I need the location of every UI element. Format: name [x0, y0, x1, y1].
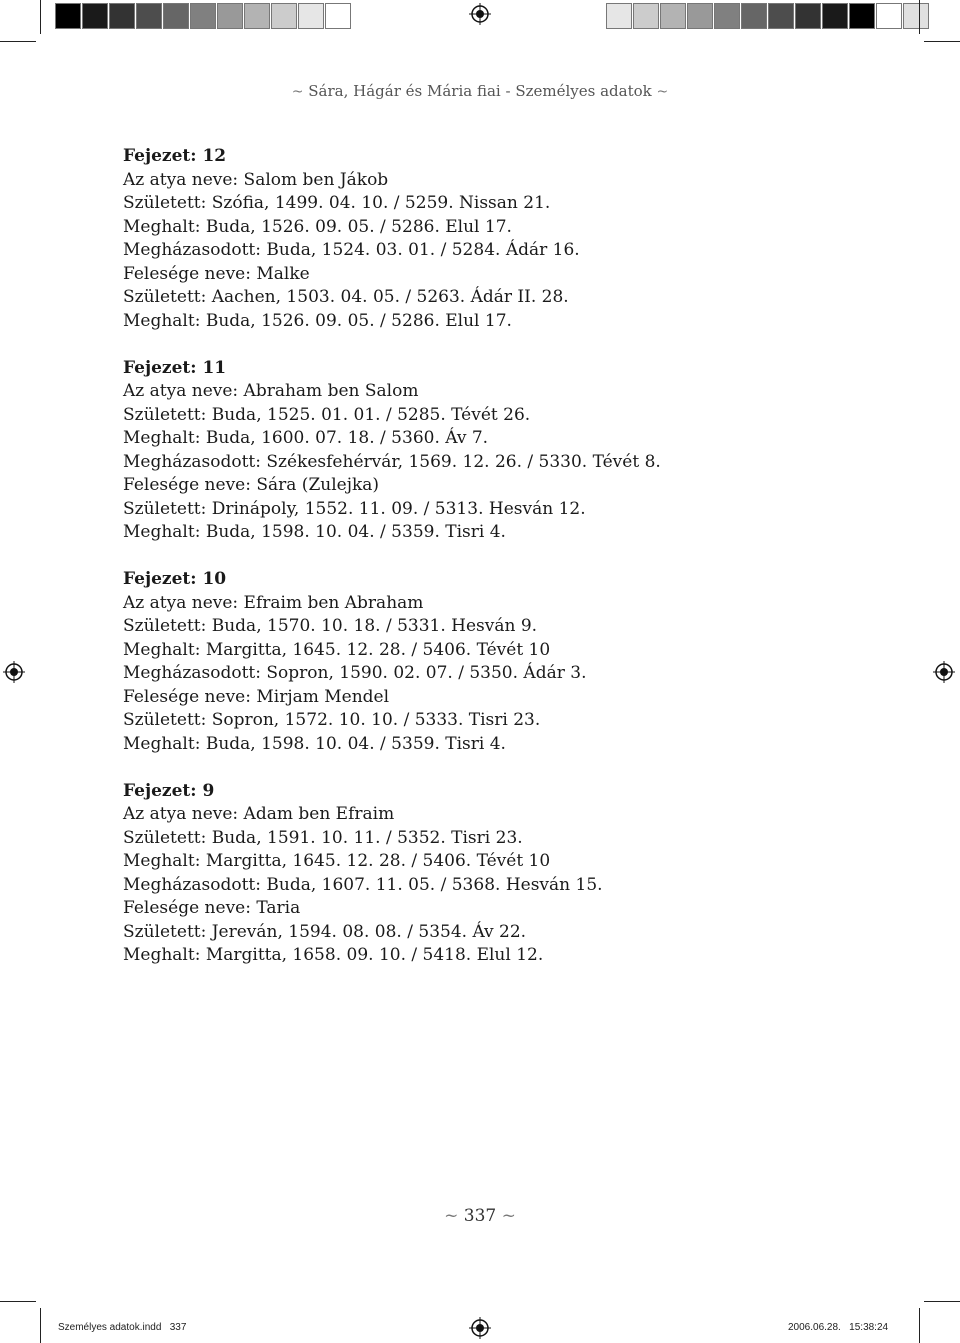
chapter-title: Fejezet: 10: [123, 569, 227, 589]
chapter-entry-line: Meghalt: Buda, 1526. 09. 05. / 5286. Elul 17.: [123, 310, 512, 331]
chapter-entry-line: Született: Buda, 1570. 10. 18. / 5331. Hesván 9.: [123, 616, 538, 636]
chapter-entry-line: Meghalt: Margitta, 1645. 12. 28. / 5406. Tévét 10: [123, 851, 551, 871]
chapter-entry-line: Felesége neve: Malke: [123, 263, 310, 284]
chapter-entry-line: Született: Buda, 1591. 10. 11. / 5352. Tisri 23.: [123, 827, 523, 848]
chapter-entry-line: Meghalt: Margitta, 1645. 12. 28. / 5406. Tévét 10: [123, 639, 551, 660]
color-bar-right-swatch: [714, 3, 740, 29]
chapter-title: Fejezet: 11: [123, 357, 227, 378]
color-bar-left-swatch: [244, 3, 270, 29]
crop-mark-bottom-right-v: [919, 1308, 920, 1343]
color-bar-right-swatch: [660, 3, 686, 29]
chapter-entry-line: Az atya neve: Adam ben Efraim: [123, 804, 395, 824]
running-header: [0, 82, 960, 100]
color-bar-left-swatch: [271, 3, 297, 29]
page-number-footer: [0, 1206, 960, 1226]
header-swash-right: ~: [656, 84, 669, 100]
color-bar-right-swatch: [687, 3, 713, 29]
chapter-entry-line: Született: Drinápoly, 1552. 11. 09. / 5313. Hesván 12.: [123, 498, 586, 519]
chapter-entry-line: Az atya neve: Salom ben Jákob: [123, 169, 389, 190]
page-number-swash-left: ~: [444, 1206, 459, 1226]
chapter-entry-line: Meghalt: Buda, 1600. 07. 18. / 5360. Áv 7.: [123, 428, 489, 448]
color-bar-right: [606, 3, 930, 29]
color-bar-right-swatch: [795, 3, 821, 29]
chapter-entry-line: Megházasodott: Buda, 1607. 11. 05. / 5368. Hesván 15.: [123, 874, 603, 895]
color-bar-right-swatch: [633, 3, 659, 29]
chapter-title: Fejezet: 12: [123, 146, 227, 166]
chapter-title: Fejezet: 9: [123, 780, 215, 801]
chapter-entry-line: Meghalt: Buda, 1598. 10. 04. / 5359. Tisri 4.: [123, 522, 506, 542]
chapter-entry-line: Felesége neve: Taria: [123, 898, 301, 918]
crop-mark-top-right-h: [924, 41, 960, 42]
header-title: Sára, Hágár és Mária fiai - Személyes adatok: [308, 82, 652, 100]
chapter-entry-line: Felesége neve: Mirjam Mendel: [123, 686, 390, 707]
registration-mark-top-icon: [469, 3, 491, 25]
crop-mark-top-left-h: [0, 41, 36, 42]
chapter-entry-line: Megházasodott: Buda, 1524. 03. 01. / 5284. Ádár 16.: [123, 240, 580, 260]
chapter-entry-line: Az atya neve: Efraim ben Abraham: [123, 592, 424, 613]
color-bar-right-swatch: [903, 3, 929, 29]
page-number: 337: [463, 1206, 497, 1226]
color-bar-left-swatch: [325, 3, 351, 29]
chapter-entry-line: Meghalt: Margitta, 1658. 09. 10. / 5418. Elul 12.: [123, 945, 544, 965]
color-bar-right-swatch: [822, 3, 848, 29]
chapter-block: [123, 780, 883, 968]
chapter-block: [123, 357, 883, 545]
color-bar-left-swatch: [298, 3, 324, 29]
chapter-entry-line: Született: Sopron, 1572. 10. 10. / 5333. Tisri 23.: [123, 710, 541, 730]
chapter-block: [123, 145, 883, 333]
color-bar-left: [55, 3, 352, 29]
color-bar-right-swatch: [741, 3, 767, 29]
color-bar-right-swatch: [768, 3, 794, 29]
header-swash-left: ~: [291, 84, 304, 100]
chapter-list: [123, 145, 883, 991]
page-number-swash-right: ~: [501, 1206, 516, 1226]
chapter-block: [123, 568, 883, 756]
color-bar-left-swatch: [190, 3, 216, 29]
chapter-entry-line: Meghalt: Buda, 1526. 09. 05. / 5286. Elul 17.: [123, 216, 512, 237]
chapter-entry-line: Megházasodott: Székesfehérvár, 1569. 12. 26. / 5330. Tévét 8.: [123, 451, 661, 472]
chapter-entry-line: Megházasodott: Sopron, 1590. 02. 07. / 5350. Ádár 3.: [123, 663, 587, 683]
slug-file-info: Személyes adatok.indd 337: [58, 1322, 187, 1333]
registration-mark-right-icon: [933, 661, 955, 683]
chapter-entry-line: Született: Jereván, 1594. 08. 08. / 5354. Áv 22.: [123, 921, 527, 942]
chapter-entry-line: Született: Szófia, 1499. 04. 10. / 5259. Nissan 21.: [123, 193, 551, 213]
color-bar-left-swatch: [109, 3, 135, 29]
crop-mark-bottom-left-v: [40, 1308, 41, 1343]
slug-date-time: 2006.06.28. 15:38:24: [788, 1322, 889, 1333]
color-bar-left-swatch: [217, 3, 243, 29]
chapter-entry-line: Született: Buda, 1525. 01. 01. / 5285. Tévét 26.: [123, 404, 531, 425]
crop-mark-top-right-v: [919, 0, 920, 34]
color-bar-left-swatch: [136, 3, 162, 29]
color-bar-right-swatch: [606, 3, 632, 29]
color-bar-left-swatch: [163, 3, 189, 29]
color-bar-left-swatch: [82, 3, 108, 29]
registration-mark-bottom-icon: [469, 1317, 491, 1339]
color-bar-right-swatch: [876, 3, 902, 29]
chapter-entry-line: Az atya neve: Abraham ben Salom: [123, 381, 419, 401]
chapter-entry-line: Meghalt: Buda, 1598. 10. 04. / 5359. Tisri 4.: [123, 733, 506, 754]
chapter-entry-line: Született: Aachen, 1503. 04. 05. / 5263. Ádár II. 28.: [123, 287, 569, 307]
crop-mark-top-left-v: [40, 0, 41, 34]
registration-mark-left-icon: [3, 661, 25, 683]
chapter-entry-line: Felesége neve: Sára (Zulejka): [123, 475, 380, 495]
crop-mark-bottom-right-h: [924, 1301, 960, 1302]
color-bar-right-swatch: [849, 3, 875, 29]
color-bar-left-swatch: [55, 3, 81, 29]
crop-mark-bottom-left-h: [0, 1301, 36, 1302]
